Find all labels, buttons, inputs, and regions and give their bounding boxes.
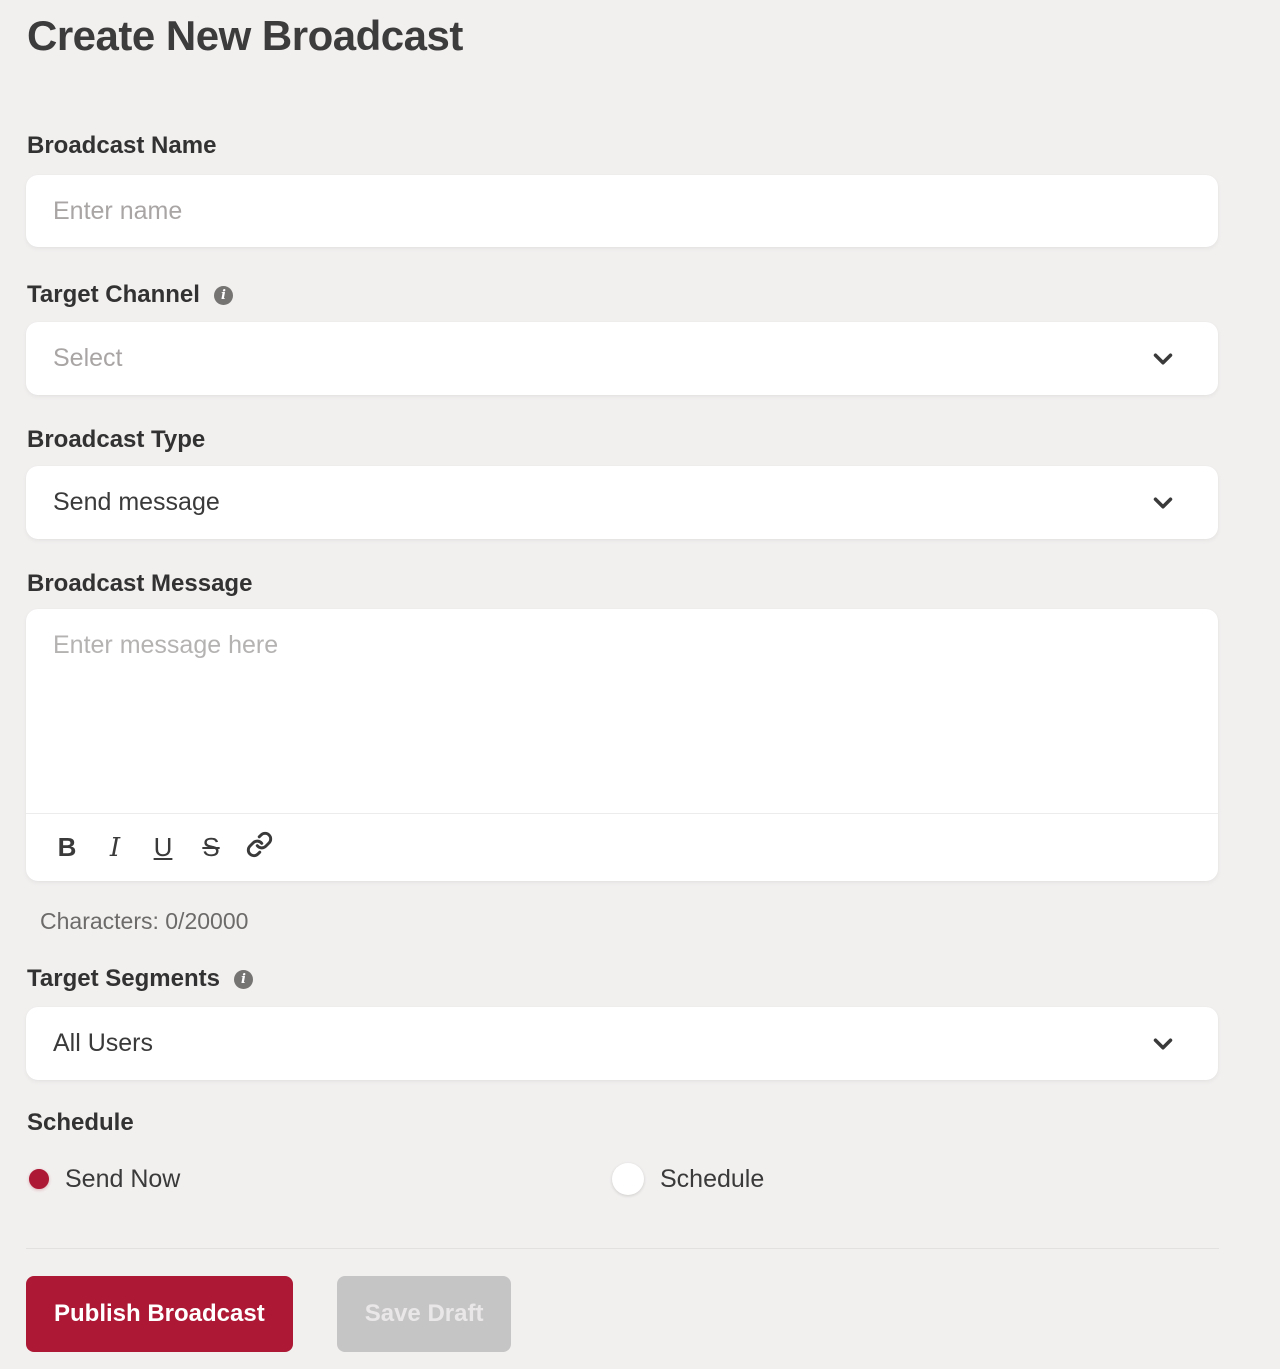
target-segments-select[interactable]	[26, 1007, 1218, 1080]
divider	[26, 1248, 1219, 1249]
broadcast-type-value: Send message	[53, 488, 220, 516]
formatting-toolbar	[26, 813, 1218, 881]
radio-selected-icon	[29, 1169, 49, 1189]
target-channel-label: Target Channel i	[27, 280, 1280, 310]
action-buttons	[26, 1276, 1280, 1352]
chevron-down-icon	[1148, 488, 1178, 518]
radio-label: Schedule	[660, 1164, 765, 1193]
radio-option-send-now[interactable]	[26, 1165, 612, 1194]
schedule-label: Schedule	[27, 1109, 134, 1136]
publish-broadcast-button[interactable]: Publish Broadcast	[26, 1276, 293, 1352]
schedule-options	[26, 1163, 1280, 1195]
chevron-down-icon	[1148, 344, 1178, 374]
target-segments-label: Target Segments i	[27, 964, 1280, 994]
radio-label: Send Now	[65, 1164, 181, 1193]
broadcast-message-editor	[26, 609, 1218, 881]
chevron-down-icon	[1148, 1029, 1178, 1059]
broadcast-name-label: Broadcast Name	[27, 132, 217, 159]
radio-option-schedule[interactable]	[612, 1163, 764, 1195]
broadcast-name-input[interactable]	[26, 175, 1218, 247]
radio-unselected-icon	[612, 1163, 644, 1195]
strikethrough-button[interactable]: S	[198, 832, 224, 863]
bold-button[interactable]: B	[54, 832, 80, 863]
page-title: Create New Broadcast	[27, 12, 463, 59]
target-channel-select[interactable]	[26, 322, 1218, 395]
broadcast-message-label: Broadcast Message	[27, 570, 253, 597]
target-channel-value: Select	[53, 344, 123, 372]
info-icon[interactable]: i	[234, 970, 253, 989]
target-segments-value: All Users	[53, 1029, 154, 1057]
broadcast-type-select[interactable]	[26, 466, 1218, 539]
character-counter: Characters: 0/20000	[40, 908, 249, 934]
italic-button[interactable]: I	[102, 833, 128, 863]
info-icon[interactable]: i	[214, 286, 233, 305]
broadcast-message-input[interactable]	[26, 609, 1218, 813]
broadcast-type-label: Broadcast Type	[27, 426, 206, 453]
link-icon	[246, 831, 273, 865]
link-button[interactable]	[246, 831, 272, 865]
save-draft-button[interactable]: Save Draft	[337, 1276, 512, 1352]
underline-button[interactable]: U	[150, 832, 176, 863]
